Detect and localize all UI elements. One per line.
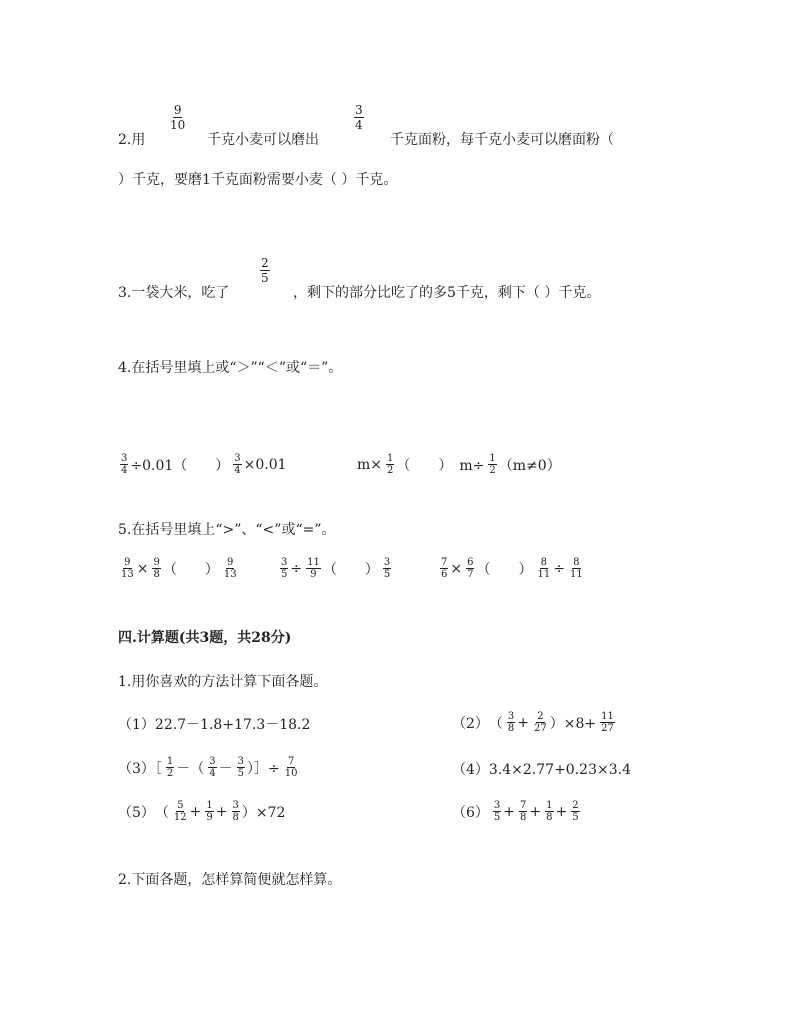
q3-fraction bbox=[258, 256, 272, 285]
fraction-num: 11 bbox=[307, 557, 320, 568]
operator: ）×8+ bbox=[549, 715, 597, 732]
answer-blank: （ ） bbox=[476, 561, 533, 578]
fraction-num: 3 bbox=[493, 800, 501, 811]
c1-problem-2 bbox=[452, 711, 617, 734]
operator: + bbox=[215, 803, 228, 820]
fraction-num: 3 bbox=[281, 557, 288, 568]
q3-frac-den: 5 bbox=[261, 271, 269, 285]
c1-problem-5 bbox=[118, 800, 287, 823]
q3-prefix: 3.一袋大米，吃了 bbox=[118, 285, 230, 301]
fraction-den: 13 bbox=[223, 569, 237, 580]
fraction-num: 7 bbox=[441, 557, 448, 568]
c1-title: 1.用你喜欢的方法计算下面各题。 bbox=[118, 674, 328, 690]
fraction-den: 5 bbox=[281, 569, 288, 580]
operator: × bbox=[450, 560, 463, 577]
fraction-den: 11 bbox=[569, 569, 583, 580]
fraction-den: 9 bbox=[310, 569, 317, 580]
q5-text: 5.在括号里填上“>”、“<”或“=”。 bbox=[118, 522, 336, 538]
operator: + bbox=[189, 803, 202, 820]
q2-frac1-num: 9 bbox=[173, 103, 182, 117]
q4-item-1-tail: ×0.01 bbox=[243, 456, 287, 473]
fraction-den: 6 bbox=[441, 569, 448, 580]
operator: × bbox=[136, 560, 149, 577]
problem-label: （3）［ bbox=[118, 760, 162, 777]
q2-frac2-den: 4 bbox=[355, 118, 363, 132]
fraction-num: 8 bbox=[540, 557, 548, 568]
q2-frac2-num: 3 bbox=[355, 103, 363, 117]
operator: －（ bbox=[176, 760, 205, 777]
q2-line2: ）千克，要磨1千克面粉需要小麦（ ）千克。 bbox=[118, 172, 398, 188]
fraction-den: 4 bbox=[121, 465, 128, 476]
q2-prefix: 2.用 bbox=[118, 132, 146, 148]
c2-title: 2.下面各题，怎样算简便就怎样算。 bbox=[118, 872, 342, 888]
q4-item-2 bbox=[357, 453, 563, 476]
q5-item-2 bbox=[278, 557, 393, 580]
q5-item-1 bbox=[118, 557, 240, 580]
q2-mid: 千克小麦可以磨出 bbox=[207, 132, 319, 148]
operator: ÷ bbox=[290, 560, 303, 577]
fraction-num: 3 bbox=[507, 711, 515, 722]
fraction-den: 5 bbox=[493, 812, 501, 823]
fraction-den: 8 bbox=[546, 812, 553, 823]
fraction-den: 8 bbox=[507, 723, 515, 734]
operator: + bbox=[529, 803, 542, 820]
fraction-num: 2 bbox=[537, 711, 544, 722]
fraction-num: 7 bbox=[520, 800, 527, 811]
fraction-num: 1 bbox=[489, 453, 496, 464]
fraction-den: 5 bbox=[237, 768, 245, 779]
fraction-num: 3 bbox=[383, 557, 391, 568]
fraction-num: 5 bbox=[177, 800, 184, 811]
q2-fraction-2 bbox=[352, 103, 366, 132]
q4-item-2-tail: （m≠0） bbox=[498, 457, 561, 474]
fraction-num: 9 bbox=[124, 557, 131, 568]
fraction-num: 11 bbox=[601, 711, 614, 722]
c1-problem-4: （4）3.4×2.77+0.23×3.4 bbox=[452, 762, 631, 778]
fraction-den: 5 bbox=[572, 812, 579, 823]
operator: ）×72 bbox=[241, 804, 286, 821]
operator: + bbox=[503, 803, 516, 820]
q4-text: 4.在括号里填上或“＞”“＜”或“＝”。 bbox=[118, 360, 343, 376]
fraction-num: 2 bbox=[572, 800, 579, 811]
fraction-den: 8 bbox=[520, 812, 527, 823]
fraction-den: 5 bbox=[383, 569, 391, 580]
operator: + bbox=[555, 803, 568, 820]
q4-item-2-pre: m× bbox=[357, 456, 383, 473]
fraction-num: 9 bbox=[153, 557, 160, 568]
problem-label: （2） （ bbox=[452, 715, 503, 732]
operator: － bbox=[218, 760, 233, 777]
fraction-num: 3 bbox=[121, 453, 128, 464]
fraction-num: 8 bbox=[573, 557, 580, 568]
fraction-den: 27 bbox=[534, 723, 547, 734]
fraction-den: 12 bbox=[173, 812, 187, 823]
problem-label: （6） bbox=[452, 804, 489, 821]
section-title: 四.计算题(共3题，共28分) bbox=[118, 630, 292, 646]
operator: + bbox=[517, 714, 530, 731]
q2-frac1-den: 10 bbox=[170, 118, 186, 132]
q4-item-1 bbox=[118, 453, 289, 476]
q4-item-2-mid: （ ） m÷ bbox=[396, 457, 485, 474]
fraction-den: 9 bbox=[206, 812, 213, 823]
fraction-num: 1 bbox=[546, 800, 553, 811]
c1-problem-1: （1）22.7－1.8+17.3－18.2 bbox=[118, 717, 311, 733]
q2-fraction-1 bbox=[167, 103, 188, 132]
fraction-den: 13 bbox=[121, 569, 134, 580]
operator: ）］÷ bbox=[247, 760, 280, 777]
fraction-den: 10 bbox=[284, 768, 298, 779]
fraction-den: 8 bbox=[232, 812, 239, 823]
problem-label: （5） （ bbox=[118, 804, 169, 821]
fraction-num: 3 bbox=[232, 800, 239, 811]
q3-suffix: ，剩下的部分比吃了的多5千克，剩下（ ）千克。 bbox=[293, 285, 601, 301]
fraction-num: 3 bbox=[209, 756, 216, 767]
fraction-den: 2 bbox=[489, 465, 496, 476]
c1-problem-6 bbox=[452, 800, 582, 823]
fraction-den: 4 bbox=[234, 465, 241, 476]
q2-suffix: 千克面粉，每千克小麦可以磨面粉（ bbox=[390, 132, 614, 148]
fraction-num: 3 bbox=[234, 453, 241, 464]
fraction-num: 7 bbox=[287, 756, 295, 767]
fraction-den: 2 bbox=[166, 768, 174, 779]
fraction-den: 2 bbox=[387, 465, 394, 476]
fraction-den: 8 bbox=[153, 569, 160, 580]
fraction-den: 7 bbox=[467, 569, 474, 580]
fraction-num: 1 bbox=[166, 756, 174, 767]
q4-item-1-op: ÷0.01（ ） bbox=[130, 457, 230, 474]
fraction-num: 1 bbox=[206, 800, 213, 811]
fraction-den: 4 bbox=[209, 768, 216, 779]
fraction-num: 1 bbox=[387, 453, 394, 464]
answer-blank: （ ） bbox=[162, 561, 219, 578]
c1-problem-3 bbox=[118, 756, 301, 779]
fraction-num: 9 bbox=[227, 557, 234, 568]
q5-item-3 bbox=[438, 557, 586, 580]
fraction-den: 27 bbox=[601, 723, 614, 734]
q3-frac-num: 2 bbox=[261, 256, 269, 270]
operator: ÷ bbox=[553, 560, 565, 577]
answer-blank: （ ） bbox=[322, 561, 379, 578]
fraction-den: 11 bbox=[537, 569, 551, 580]
fraction-num: 3 bbox=[237, 756, 245, 767]
fraction-num: 6 bbox=[467, 557, 474, 568]
